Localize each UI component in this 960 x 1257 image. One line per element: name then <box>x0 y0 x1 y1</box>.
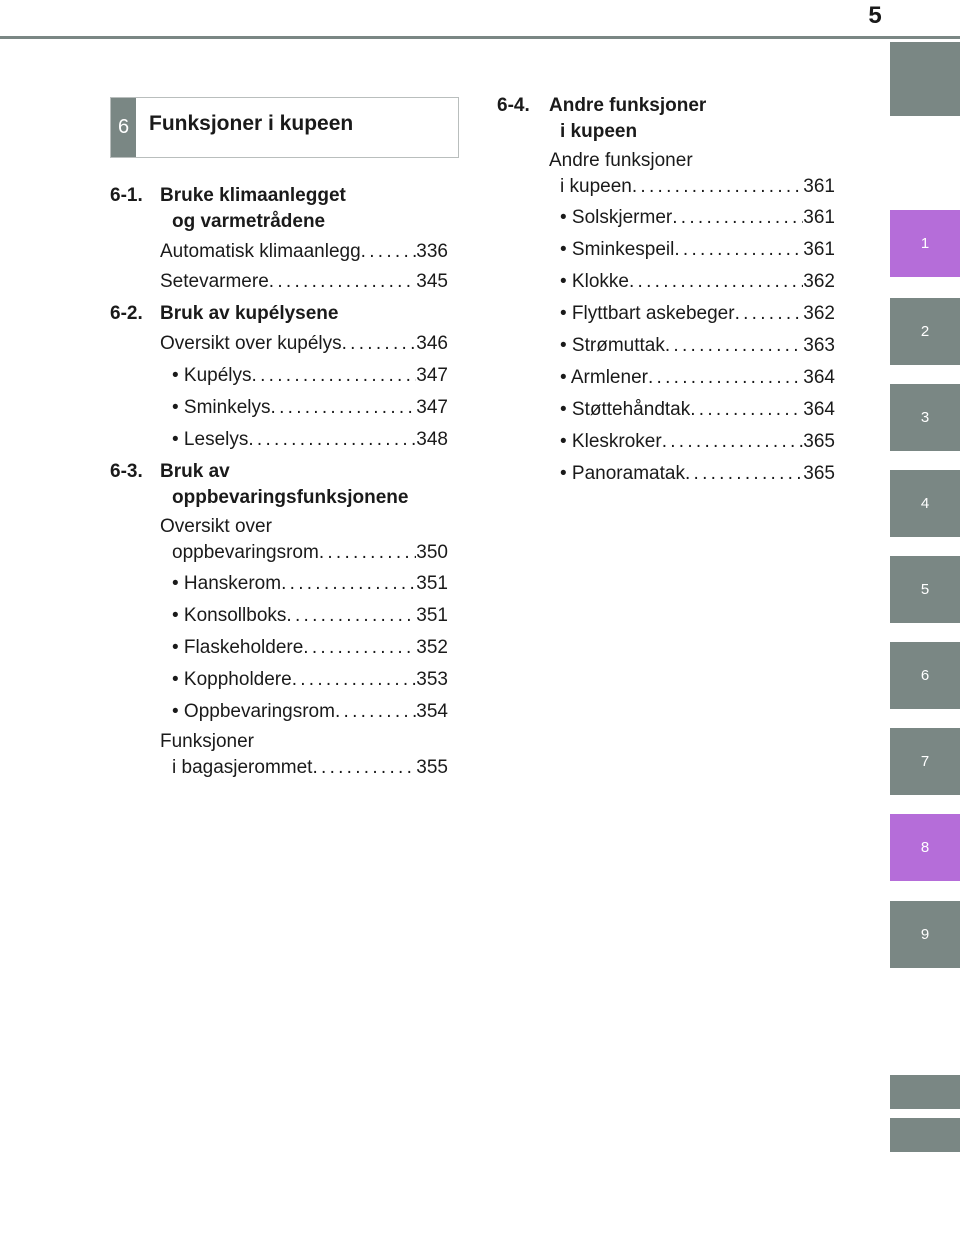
side-tab-7[interactable]: 7 <box>890 728 960 795</box>
side-tab-2[interactable]: 2 <box>890 298 960 365</box>
chapter-6-1-title-cont: og varmetrådene <box>172 211 326 232</box>
toc-entry-label[interactable]: Andre funksjoner <box>549 150 693 171</box>
chapter-6-1-title[interactable]: Bruke klimaanlegget <box>160 185 346 206</box>
chapter-6-4-number: 6-4. <box>497 95 530 116</box>
top-rule <box>0 36 960 39</box>
chapter-6-3-number: 6-3. <box>110 461 143 482</box>
toc-entry[interactable]: • Panoramatak . . . 365 <box>560 462 835 486</box>
side-tab-blank-b[interactable] <box>890 1118 960 1152</box>
side-tab-8[interactable]: 8 <box>890 814 960 881</box>
side-tab-9[interactable]: 9 <box>890 901 960 968</box>
toc-entry[interactable]: • Koppholdere . . . 353 <box>172 668 448 692</box>
section-number: 6 <box>111 98 136 157</box>
side-tab-blank-top[interactable] <box>890 42 960 116</box>
toc-entry[interactable]: Oversikt over kupélys . . . 346 <box>160 332 448 356</box>
toc-entry[interactable]: • Sminkelys . . . 347 <box>172 396 448 420</box>
side-tab-5[interactable]: 5 <box>890 556 960 623</box>
section-header <box>110 97 459 158</box>
side-tab-6[interactable]: 6 <box>890 642 960 709</box>
page-number: 5 <box>868 2 882 29</box>
chapter-6-2-title[interactable]: Bruk av kupélysene <box>160 303 339 324</box>
toc-entry[interactable]: oppbevaringsrom . . . 350 <box>172 541 448 565</box>
toc-entry[interactable]: • Oppbevaringsrom . . . 354 <box>172 700 448 724</box>
chapter-6-4-title-cont: i kupeen <box>560 121 638 142</box>
side-tab-blank-a[interactable] <box>890 1075 960 1109</box>
chapter-6-3-title[interactable]: Bruk av <box>160 461 230 482</box>
toc-entry[interactable]: • Hanskerom . . . 351 <box>172 572 448 596</box>
toc-entry[interactable]: • Solskjermer . . . 361 <box>560 206 835 230</box>
toc-entry[interactable]: • Sminkespeil . . . 361 <box>560 238 835 262</box>
chapter-6-3-title-cont: oppbevaringsfunksjonene <box>172 487 409 508</box>
toc-entry[interactable]: Automatisk klimaanlegg . . . 336 <box>160 240 448 264</box>
toc-entry[interactable]: Setevarmere . . . 345 <box>160 270 448 294</box>
toc-entry[interactable]: • Klokke . . . 362 <box>560 270 835 294</box>
section-title: Funksjoner i kupeen <box>149 112 354 135</box>
toc-entry-label[interactable]: Funksjoner <box>160 731 254 752</box>
toc-entry[interactable]: • Armlener . . . 364 <box>560 366 835 390</box>
toc-entry[interactable]: • Kupélys . . . 347 <box>172 364 448 388</box>
chapter-6-2-number: 6-2. <box>110 303 143 324</box>
toc-entry[interactable]: i kupeen . . . 361 <box>560 175 835 199</box>
toc-entry[interactable]: • Leselys . . . 348 <box>172 428 448 452</box>
chapter-6-4-title[interactable]: Andre funksjoner <box>549 95 707 116</box>
toc-entry[interactable]: • Flaskeholdere . . . 352 <box>172 636 448 660</box>
side-tab-1[interactable]: 1 <box>890 210 960 277</box>
toc-entry-label[interactable]: Oversikt over <box>160 516 272 537</box>
toc-entry[interactable]: • Flyttbart askebeger . . . 362 <box>560 302 835 326</box>
toc-entry[interactable]: i bagasjerommet . . . 355 <box>172 756 448 780</box>
side-tab-3[interactable]: 3 <box>890 384 960 451</box>
toc-entry[interactable]: • Støttehåndtak . . . 364 <box>560 398 835 422</box>
toc-entry[interactable]: • Konsollboks . . . 351 <box>172 604 448 628</box>
toc-entry[interactable]: • Kleskroker . . . 365 <box>560 430 835 454</box>
toc-entry[interactable]: • Strømuttak . . . 363 <box>560 334 835 358</box>
chapter-6-1-number: 6-1. <box>110 185 143 206</box>
side-tab-4[interactable]: 4 <box>890 470 960 537</box>
